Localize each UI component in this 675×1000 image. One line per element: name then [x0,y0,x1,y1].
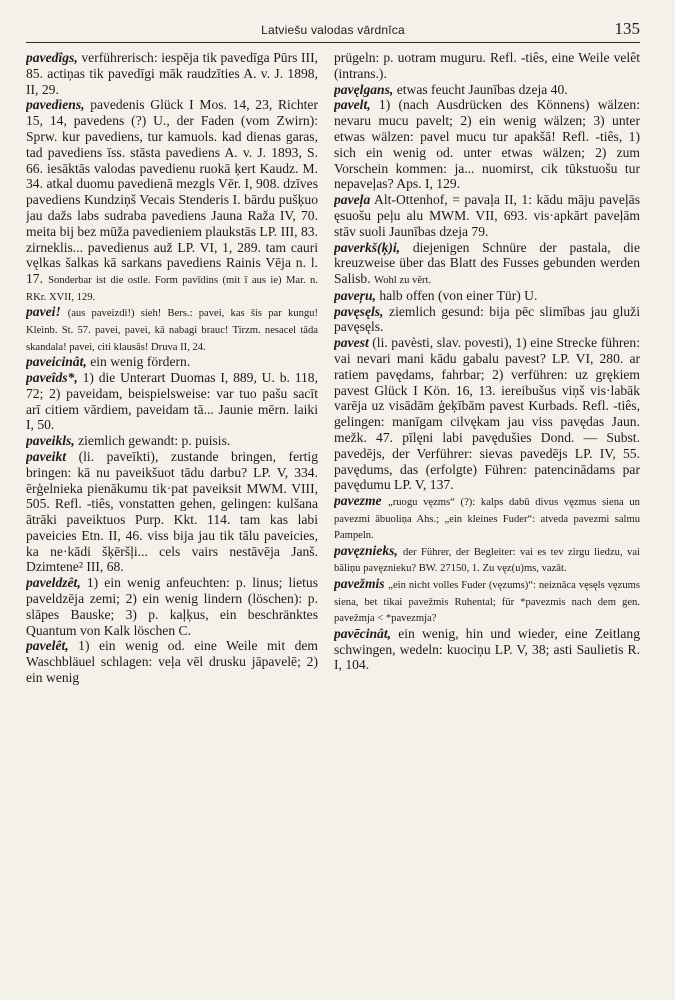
entry-body: ziemlich gewandt: p. puisis. [78,433,231,449]
entry-body: ein wenig fördern. [90,354,191,370]
entry-headword: paveŗu, [334,287,376,303]
left-column [26,50,318,995]
entry-headword: pavēcinât, [334,625,392,641]
entry-body: (li. pavèsti, slav. povesti), 1) eine Strecke führen: vai nevari mani kādu gabalu pavest? LP. VI, 280. ar ratiem pavędams, fahrbar; 2) verführen: uz grękiem pavest Glück I Kön. 16, 13. iereibušus viņš vis·labāk varēja uz visādām ģeķībām pavest Kurbads. Refl. -tiês, gelingen: manīgam cilvękam jau viss pavędas Jaun. mežk. 47. pīlęni labi pavędušies Dond. — Subst. pavedējs, der Verführer: sievas pavedējs LP. IV, 55. pavędums, das (erfolgte) Führen: patencinādams par pavędumu LP. V, 137. [334,335,640,493]
dictionary-entry [26,354,318,370]
entry-body: verführerisch: iespēja tik pavedīga Pūrs III, 85. actiņas tik pavedīgi māk raudzīties A. v. J. 1898, II, 29. [26,50,318,97]
entry-note: Wohl zu vērt. [374,275,432,287]
entry-headword: paveikt [26,448,67,464]
dictionary-entry [26,433,318,449]
entry-headword: paveldzêt, [26,575,81,591]
entry-headword: paveikls, [26,433,75,449]
dictionary-entry [334,288,640,304]
dictionary-entry [26,449,318,575]
entry-headword: pavedîgs, [26,50,78,65]
running-title: Latviešu valodas vārdnīca [261,23,405,37]
dictionary-entry [334,304,640,336]
dictionary-entry [334,493,640,543]
dictionary-entry [26,304,318,354]
dictionary-entry [334,626,640,673]
entry-headword: paveîds*, [26,369,78,385]
dictionary-entry [26,638,318,685]
entry-note: (aus paveizdi!) sieh! Bers.: pavei, kas šis par kungu! Kleinb. St. 57. pavei, pavei, kā nabagi brauc! Tirzm. nesacel tāda skandala! pavei, citi klausās! Druva II, 24. [26,308,318,353]
entry-note: „ruogu vęzms“ (?): kalps dabū divus vęzmus siena un pavezmi ābuoliņa Ahs.; „ein kleines Fuder“: atveda pavezmi salmu Pampeln. [334,497,640,542]
dictionary-entry [334,335,640,493]
entry-headword: pavęznieks, [334,542,398,558]
entry-body: Alt-Ottenhof, = pavaļa II, 1: kādu māju paveļās ęsuošu peļu alu MWM. VII, 693. vis·apkārt paveļām stāv suoli Jaunības dzeja 79. [334,192,640,239]
entry-headword: pavęlgans, [334,81,394,97]
entry-body: 1) (nach Ausdrücken des Könnens) wälzen: nevaru mucu pavelt; 2) ein wenig wälzen; 3) unter etwas wälzen: pavel mucu tur apakšā! Refl. -tiês, 1) sich ein wenig od. unter etwas wälzen; 2) zum Vorschein kommen: ja... nuomirst, cik tūkstuošu tur nepaveļas? Aps. I, 129. [334,97,640,192]
entry-headword: pavelt, [334,97,371,113]
dictionary-entry [334,543,640,576]
page-header [26,18,640,43]
entry-body: 1) ein wenig od. eine Weile mit dem Waschbläuel schlagen: veļa vēl drusku jāpavelē; 2) ein wenig [26,638,318,686]
dictionary-entry [26,97,318,304]
entry-note: der Führer, der Begleiter: vai es tev zirgu liedzu, vai bāliņu pavęznieku? BW. 27150, 1. Zu vęz(u)ms, vazāt. [334,546,640,575]
entry-body: pavedenis Glück I Mos. 14, 23, Richter 15, 14, pavedens (?) U., der Faden (vom Zwirn): Sprw. kur pavediens, tur kamuols. kad dienas garas, tad pavediens īss. stāsta pavediens A. v. J. 1893, S. 66. iesāktās valodas pavedienu ruokā ķert Kaudz. M. 34. atkal duomu pavedienā mezgls Vēr. I, 908. dzīves pavediens Kundziņš Vecais Stenderis I. bārdu pušķuo jau dažs labs sudraba pavediens Jauna Raža IV, 70. meita bij bez mūža pavedieniem plaukstās LP. III, 83. zirneklis... pavedienus auž LP. VI, 1, 289. tam cauri vęlkas šalkas kā sarkans pavediens Rainis Vēja n. l. 17. [26,97,318,287]
entry-headword: pavei! [26,304,61,320]
dictionary-entry [334,97,640,192]
entry-headword: paveļa [334,192,371,208]
dictionary-entry [26,575,318,638]
entry-headword: pavežmis [334,576,385,592]
page-number: 135 [614,19,640,38]
right-column [334,50,640,995]
entry-headword: pavelêt, [26,638,69,654]
entry-body: (li. paveīkti), zustande bringen, fertig bringen: kā nu paveikšuot tādu darbu? LP. V, 334. ērģelnieka pienākumu tik·pat paveiksit MWM. VIII, 505. Refl. -tiês, vonstatten gehen, gelingen: kulšana ātrāki paveiktuos Purp. Kkt. 114. tam kas labi paveicies Etn. II, 46. viss bija jau tik tālu paveicies, ka ne·kādi šķēršļi... cels vairs nestāvēja Janš. Dzimtene² III, 68. [26,448,318,575]
entry-headword: paveicinât, [26,354,87,370]
entry-body: ziemlich gesund: bija pēc slimības jau gluži pavęsęls. [334,303,640,335]
entry-body: ein wenig, hin und wieder, eine Zeitlang schwingen, wedeln: kuociņu LP. V, 38; asti Saulietis R. I, 104. [334,625,640,673]
entry-body: 1) die Unterart Duomas I, 889, U. b. 118, 72; 2) paveidam, beispielsweise: var tuo pašu sacīt arī citiem vārdiem, paveidam tā... Jaunie mērn. laiki I, 50. [26,369,318,433]
entry-body: diejenigen Schnüre der pastala, die kreuzweise über das Blatt des Fusses gebunden werden Salisb. [334,239,640,287]
entry-headword: pavęsęls, [334,303,384,319]
entry-body: prügeln: p. uotram muguru. Refl. -tiês, eine Weile velêt (intrans.). [334,50,640,81]
entry-body: etwas feucht Jaunības dzeja 40. [396,81,568,97]
dictionary-entry [26,50,318,97]
dictionary-entry [334,576,640,626]
entry-headword: pavest [334,335,369,351]
entry-note: Sonderbar ist die ostle. Form pavīdins (mit ī aus ie) Mar. n. RKr. XVII, 129. [26,275,318,303]
dictionary-entry [334,82,640,98]
entry-headword: paverkš(ķ)i, [334,239,401,255]
dictionary-entry [334,50,640,82]
dictionary-entry [334,192,640,239]
dictionary-entry [26,370,318,433]
entry-headword: pavezme [334,493,382,509]
entry-note: „ein nicht volles Fuder (vęzums)“: neiznāca vęsęls vęzums siena, bet tikai pavežmis Ruhental; für *pavezmis nach dem gen. pavežmja < *pavezmja? [334,580,640,625]
entry-body: halb offen (von einer Tür) U. [379,287,538,303]
entry-headword: pavedìens, [26,97,85,113]
entry-body: 1) ein wenig anfeuchten: p. linus; lietus paveldzēja zemi; 2) ein wenig lindern (löschen): p. slāpes Bauske; 3) p. kaļķus, ein beschränktes Quantum von Kalk löschen C. [26,575,318,638]
dictionary-entry [334,240,640,288]
